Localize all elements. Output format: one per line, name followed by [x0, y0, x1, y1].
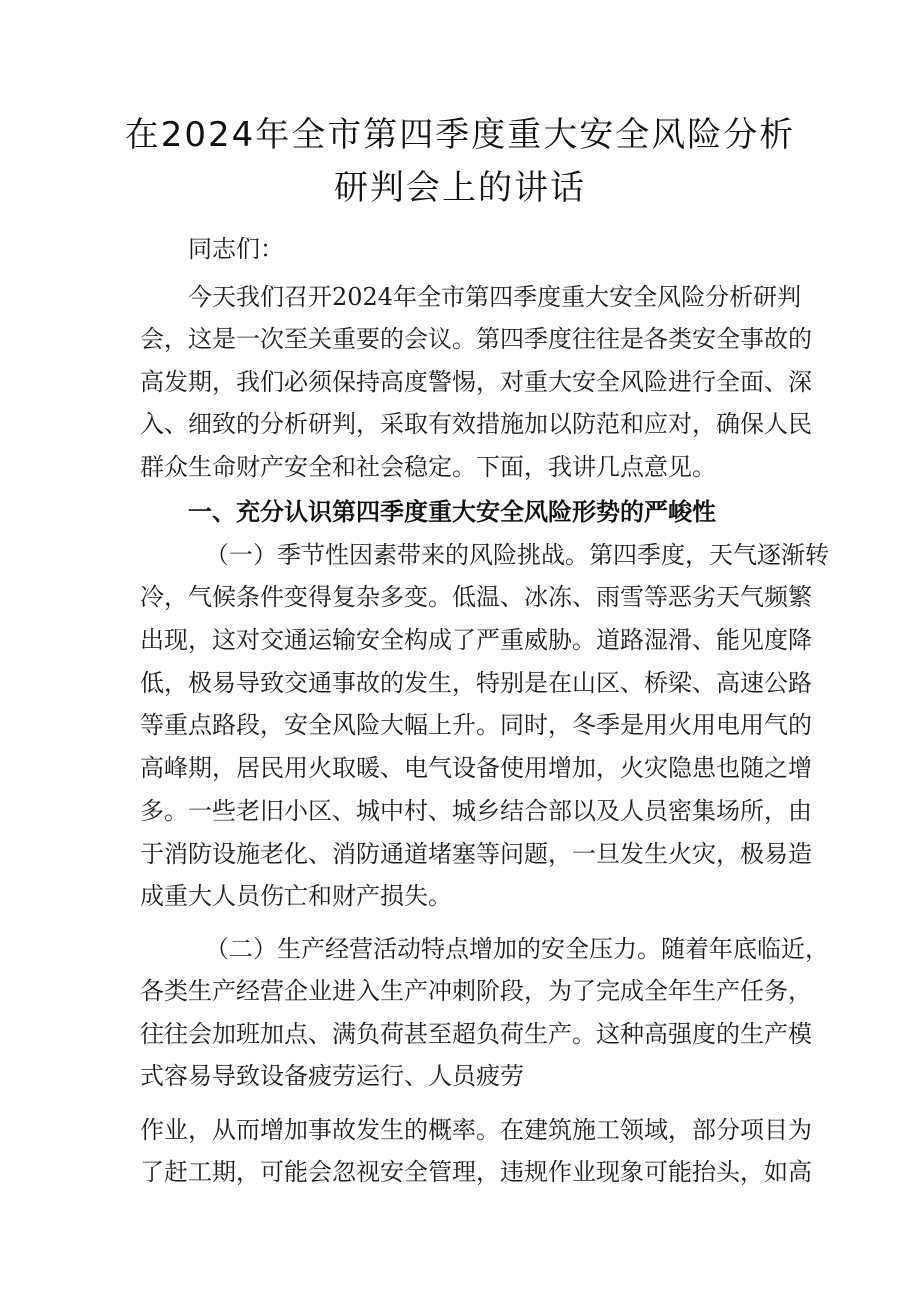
document-title-line-2: 研判会上的讲话: [334, 168, 586, 208]
paragraph-line: 了赶工期，可能会忽视安全管理，违规作业现象可能抬头，如高: [140, 1158, 812, 1186]
paragraph-line: （一）季节性因素带来的风险挑战。第四季度，天气逐渐转: [205, 541, 829, 569]
paragraph-line: 式容易导致设备疲劳运行、人员疲劳: [140, 1062, 524, 1090]
paragraph-line: 多。一些老旧小区、城中村、城乡结合部以及人员密集场所，由: [140, 797, 812, 825]
paragraph-line: 冷，气候条件变得复杂多变。低温、冰冻、雨雪等恶劣天气频繁: [140, 583, 812, 611]
paragraph-line: 高峰期，居民用火取暖、电气设备使用增加，火灾隐患也随之增: [140, 754, 812, 782]
paragraph-line: 会，这是一次至关重要的会议。第四季度往往是各类安全事故的: [140, 325, 812, 353]
paragraph-line: 等重点路段，安全风险大幅上升。同时，冬季是用火用电用气的: [140, 711, 812, 739]
document-title-line-1: 在2024年全市第四季度重大安全风险分析: [124, 115, 796, 155]
paragraph-line: 群众生命财产安全和社会稳定。下面，我讲几点意见。: [140, 453, 716, 481]
paragraph-line: 出现，这对交通运输安全构成了严重威胁。道路湿滑、能见度降: [140, 626, 812, 654]
paragraph-line: 入、细致的分析研判，采取有效措施加以防范和应对，确保人民: [140, 410, 812, 438]
paragraph-line: 往往会加班加点、满负荷甚至超负荷生产。这种高强度的生产模: [140, 1020, 812, 1048]
paragraph-line: （二）生产经营活动特点增加的安全压力。随着年底临近，: [205, 935, 829, 963]
paragraph-line: 于消防设施老化、消防通道堵塞等问题，一旦发生火灾，极易造: [140, 840, 812, 868]
paragraph-line: 高发期，我们必须保持高度警惕，对重大安全风险进行全面、深: [140, 368, 812, 396]
salutation: 同志们：: [188, 235, 284, 263]
section-heading: 一、充分认识第四季度重大安全风险形势的严峻性: [188, 498, 716, 526]
paragraph-line: 低，极易导致交通事故的发生，特别是在山区、桥梁、高速公路: [140, 669, 812, 697]
paragraph-line: 成重大人员伤亡和财产损失。: [140, 882, 452, 910]
paragraph-line: 各类生产经营企业进入生产冲刺阶段，为了完成全年生产任务，: [140, 977, 812, 1005]
paragraph-line: 作业，从而增加事故发生的概率。在建筑施工领域，部分项目为: [140, 1116, 812, 1144]
paragraph-line: 今天我们召开2024年全市第四季度重大安全风险分析研判: [188, 283, 802, 311]
